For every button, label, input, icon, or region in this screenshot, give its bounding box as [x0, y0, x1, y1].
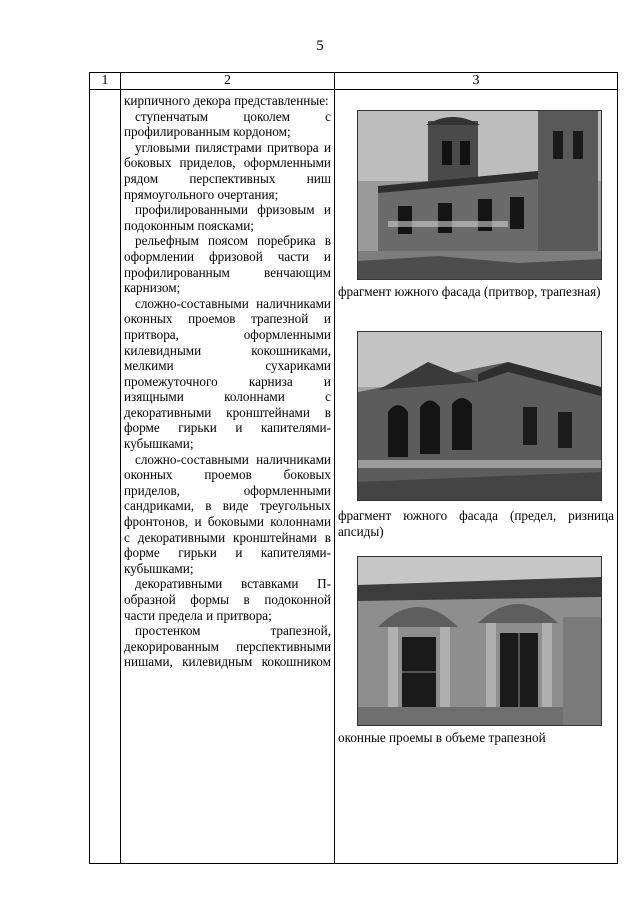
photo-south-facade-narthex	[357, 110, 602, 280]
column-header-3: 3	[335, 73, 618, 90]
empty-cell	[90, 90, 121, 864]
description-table	[89, 72, 618, 864]
paragraph: простенком трапезной, декорированным перспективными нишами, килевидным кокошником	[124, 623, 331, 670]
photo-caption: фрагмент южного фасада (притвор, трапезная)	[338, 284, 601, 299]
paragraph: угловыми пилястрами притвора и боковых приделов, оформленными рядом перспективных ниш прямоугольного очертания;	[124, 139, 331, 202]
paragraph: ступенчатым цоколем с профилированным кордоном;	[124, 108, 331, 140]
photo-south-facade-chapel	[357, 331, 602, 501]
paragraph: сложно-составными наличниками оконных проемов трапезной и притвора, оформленными килевидными кокошниками, мелкими сухариками промежуточного карниза и изящными колоннами с декоративными кронштейнами в форме гирьки и капителями-кубышками;	[124, 295, 331, 452]
column-header-1: 1	[90, 73, 121, 90]
photo-refectory-windows	[357, 556, 602, 726]
paragraph: сложно-составными наличниками оконных проемов боковых приделов, оформленными сандриками, в виде треугольных фронтонов, и боковыми колоннами с декоративными кронштейнами в форме гирьки и капителями-кубышками;	[124, 451, 331, 576]
paragraph: кирпичного декора представленные:	[124, 93, 329, 108]
paragraph: профилированными фризовым и подоконным поясками;	[124, 202, 331, 233]
table-header-row	[90, 73, 618, 90]
photo-caption: оконные проемы в объеме трапезной	[338, 730, 546, 745]
description-text-cell	[121, 90, 335, 864]
page-number: 5	[316, 38, 324, 54]
paragraph: декоративными вставками П-образной формы в подоконной части предела и притвора;	[124, 576, 331, 623]
table-body-row	[90, 90, 618, 864]
column-header-2: 2	[121, 73, 335, 90]
paragraph: рельефным поясом поребрика в оформлении фризовой части и профилированным венчающим карнизом;	[124, 233, 331, 296]
photos-cell	[335, 90, 618, 864]
photo-caption: фрагмент южного фасада (предел, ризница апсиды)	[338, 508, 614, 539]
